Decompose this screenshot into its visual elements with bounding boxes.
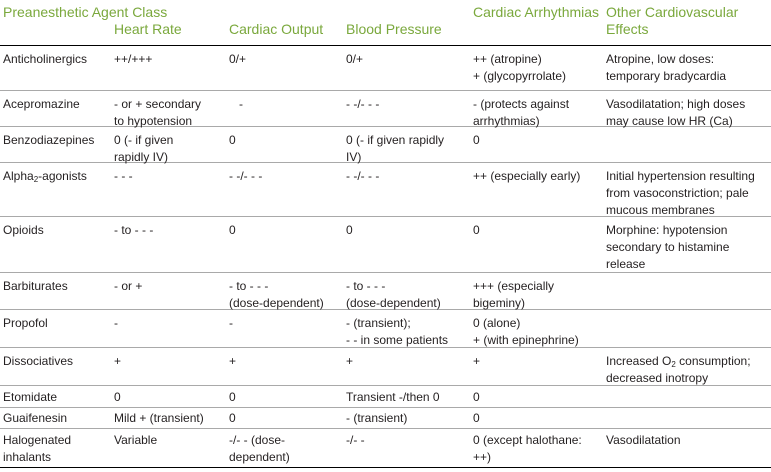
table-row (0, 310, 771, 348)
table-row (0, 217, 771, 273)
agent-prefix: Alpha (3, 169, 34, 183)
cell-arrhythmias: 0 (473, 133, 480, 147)
cell-heart-rate: - (114, 316, 118, 330)
cell-agent (3, 168, 87, 185)
cell-heart-rate: + (114, 354, 122, 368)
cell-agent: Propofol (3, 316, 48, 330)
cell-blood-pressure: 0 (- if given rapidly IV) (346, 133, 445, 164)
header-agent-class: Preanesthetic Agent Class (3, 4, 168, 20)
table-row (0, 273, 771, 310)
cell-agent: Dissociatives (3, 354, 74, 368)
cell-agent: Benzodiazepines (3, 133, 95, 147)
table-row (0, 429, 771, 468)
cell-cardiac-output: 0/+ (229, 52, 247, 66)
cell-arrhythmias: ++ (especially early) (473, 169, 581, 183)
table-row (0, 127, 771, 163)
header-other-effects: Other Cardiovascular Effects (606, 4, 739, 37)
cell-other-effects (606, 353, 751, 387)
cell-other-effects: Vasodilatation (606, 433, 681, 447)
agent-suffix: -agonists (38, 169, 87, 183)
cell-cardiac-output: -/- - (dose- dependent) (229, 433, 290, 464)
cell-other-effects: Atropine, low doses: temporary bradycardia (606, 52, 727, 83)
cell-heart-rate: - or + secondary to hypotension (114, 97, 202, 128)
cell-blood-pressure: - -/- - - (346, 97, 380, 111)
cell-blood-pressure: + (346, 354, 354, 368)
cell-heart-rate: - - - (114, 169, 133, 183)
table-row (0, 91, 771, 127)
cell-blood-pressure: -/- - (346, 433, 365, 447)
cell-blood-pressure: - -/- - - (346, 169, 380, 183)
cell-arrhythmias: + (473, 354, 481, 368)
cell-heart-rate: - to - - - (114, 223, 154, 237)
cell-agent: Anticholinergics (3, 52, 88, 66)
cell-agent: Etomidate (3, 390, 58, 404)
cell-heart-rate: 0 (- if given rapidly IV) (114, 133, 174, 164)
cell-heart-rate: Mild + (transient) (114, 411, 204, 425)
cell-cardiac-output: - (229, 316, 233, 330)
cell-arrhythmias: 0 (alone) + (with epinephrine) (473, 316, 579, 347)
header-cardiac-arrhythmias: Cardiac Arrhythmias (473, 4, 600, 20)
cell-agent: Opioids (3, 223, 44, 237)
cell-heart-rate: - or + (114, 279, 143, 293)
cell-arrhythmias: ++ (atropine) + (glycopyrrolate) (473, 52, 567, 83)
cell-cardiac-output: + (229, 354, 237, 368)
cell-heart-rate: ++/+++ (114, 52, 153, 66)
cell-cardiac-output: 0 (229, 411, 236, 425)
cell-blood-pressure: - (transient); - - in some patients (346, 316, 449, 347)
cell-agent: Halogenated inhalants (3, 433, 72, 464)
cell-agent: Barbiturates (3, 279, 68, 293)
table-row (0, 348, 771, 386)
table-row (0, 386, 771, 408)
table-row (0, 408, 771, 429)
cell-agent: Guaifenesin (3, 411, 68, 425)
other-prefix: Increased O (606, 354, 672, 368)
cell-arrhythmias: - (protects against arrhythmias) (473, 97, 570, 128)
cell-arrhythmias: 0 (473, 390, 480, 404)
cell-agent: Acepromazine (3, 97, 80, 111)
cell-blood-pressure: 0 (346, 223, 353, 237)
cell-arrhythmias: 0 (473, 411, 480, 425)
cell-arrhythmias: 0 (473, 223, 480, 237)
cell-arrhythmias: +++ (especially bigeminy) (473, 279, 555, 310)
cell-cardiac-output: - to - - - (dose-dependent) (229, 279, 324, 310)
cell-cardiac-output: 0 (229, 223, 236, 237)
cell-other-effects: Initial hypertension resulting from vasoconstriction; pale mucous membranes (606, 169, 755, 217)
other-subscript: 2 (671, 360, 676, 369)
cell-heart-rate: 0 (114, 390, 121, 404)
other-suffix: consumption; decreased inotropy (606, 354, 751, 385)
table-row (0, 163, 771, 217)
cell-cardiac-output: 0 (229, 390, 236, 404)
cell-cardiac-output: - -/- - - (229, 169, 263, 183)
cell-arrhythmias: 0 (except halothane: ++) (473, 433, 582, 464)
header-heart-rate: Heart Rate (114, 21, 182, 37)
cell-other-effects: Morphine: hypotension secondary to histamine release (606, 223, 730, 271)
agent-subscript: 2 (33, 175, 39, 184)
header-cardiac-output: Cardiac Output (229, 21, 324, 37)
cell-blood-pressure: 0/+ (346, 52, 364, 66)
header-blood-pressure: Blood Pressure (346, 21, 442, 37)
cell-cardiac-output: - (239, 97, 243, 111)
cell-blood-pressure: - (transient) (346, 411, 408, 425)
table-header (0, 0, 771, 46)
cell-blood-pressure: Transient -/then 0 (346, 390, 440, 404)
cell-heart-rate: Variable (114, 433, 158, 447)
cell-blood-pressure: - to - - - (dose-dependent) (346, 279, 441, 310)
cell-cardiac-output: 0 (229, 133, 236, 147)
cell-other-effects: Vasodilatation; high doses may cause low HR (Ca) (606, 97, 746, 128)
table-row (0, 46, 771, 91)
